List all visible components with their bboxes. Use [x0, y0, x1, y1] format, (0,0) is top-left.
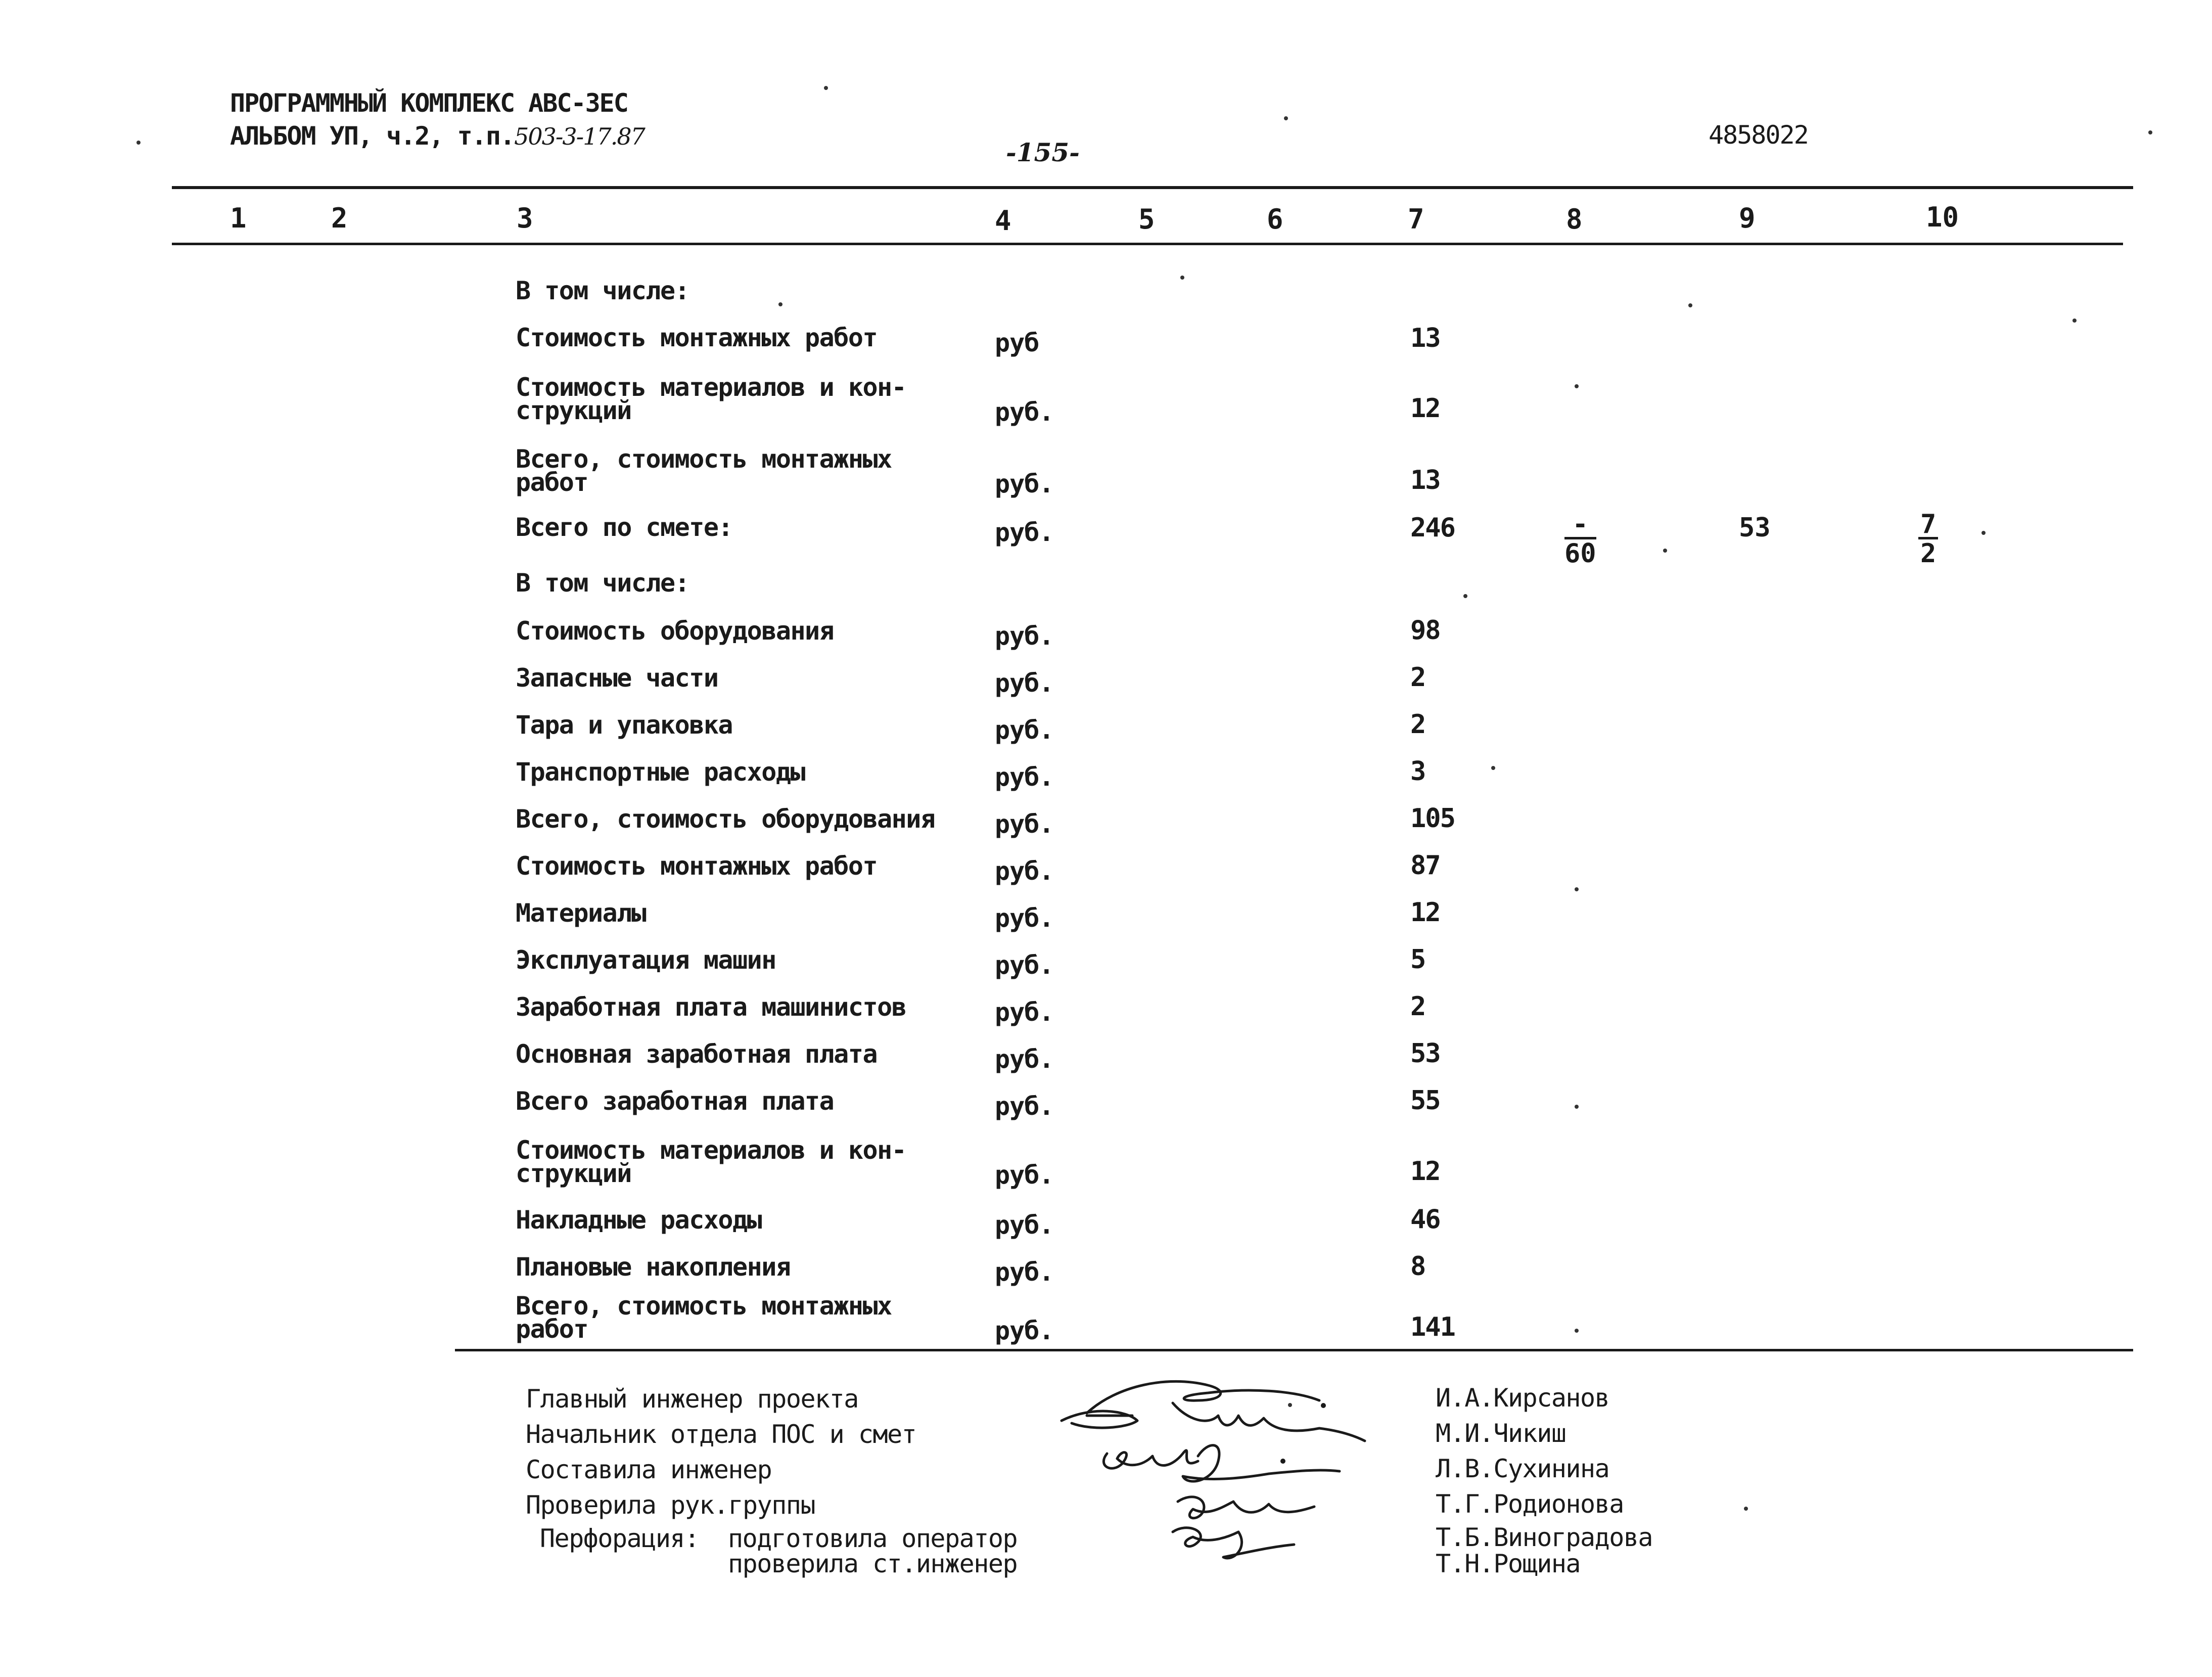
row-value: 13 — [1410, 465, 1440, 495]
row-value: 2 — [1410, 662, 1425, 693]
scan-speck — [1463, 594, 1467, 598]
row-value: 105 — [1410, 803, 1455, 834]
col8-numerator: - — [1564, 512, 1596, 539]
scan-speck — [1288, 1403, 1292, 1407]
row-unit: руб. — [995, 1092, 1054, 1121]
row-label: Запасные части — [516, 663, 718, 693]
row-label: Транспортные расходы — [516, 757, 805, 787]
column-header-3: 3 — [517, 202, 533, 234]
row-unit: руб. — [995, 903, 1054, 933]
row-col8-fraction — [1564, 509, 1596, 569]
row-label: Стоимость материалов и кон- струкций — [516, 373, 906, 425]
perforation-label: Перфорация: — [540, 1524, 699, 1553]
row-unit: руб. — [995, 518, 1054, 547]
row-label: В том числе: — [516, 276, 689, 305]
document-number: 4858022 — [1709, 120, 1808, 150]
row-value: 12 — [1410, 1156, 1440, 1187]
row-label: Всего, стоимость монтажных работ — [516, 1291, 892, 1344]
row-value: 3 — [1410, 756, 1425, 787]
row-value: 46 — [1410, 1204, 1440, 1235]
row-unit: руб. — [995, 1257, 1054, 1287]
row-label: Стоимость оборудования — [516, 616, 834, 646]
row-value: 141 — [1410, 1312, 1455, 1342]
scan-speck — [778, 302, 782, 306]
scan-speck — [2148, 130, 2152, 134]
row-unit: руб. — [995, 1045, 1054, 1074]
signature-name-vinogradova: Т.Б.Виноградова — [1436, 1523, 1653, 1552]
header-top-rule — [172, 186, 2133, 189]
scan-speck — [1180, 276, 1184, 280]
column-header-2: 2 — [331, 202, 348, 234]
row-unit: руб. — [995, 950, 1054, 980]
row-label: Всего, стоимость оборудования — [516, 804, 935, 834]
row-label: Плановые накопления — [516, 1252, 791, 1282]
header-line2 — [230, 121, 644, 151]
col10-denominator: 2 — [1920, 538, 1937, 569]
row-label: Всего, стоимость монтажных работ — [516, 444, 892, 497]
table-bottom-rule — [455, 1349, 2133, 1351]
scan-speck — [1981, 531, 1986, 535]
scan-speck — [1575, 887, 1579, 891]
row-value: 5 — [1410, 944, 1425, 975]
column-header-9: 9 — [1739, 202, 1756, 234]
header-line1: ПРОГРАММНЫЙ КОМПЛЕКС АВС-ЗЕС — [230, 88, 628, 118]
signature-role-chief-engineer: Главный инженер проекта — [526, 1384, 858, 1414]
scan-speck — [1575, 1105, 1579, 1109]
row-label: Тара и упаковка — [516, 710, 733, 740]
row-value: 2 — [1410, 709, 1425, 740]
column-header-4: 4 — [995, 205, 1011, 237]
row-unit: руб. — [995, 762, 1054, 792]
scan-speck — [1284, 116, 1288, 120]
col10-numerator: 7 — [1918, 512, 1938, 539]
row-value: 246 — [1410, 513, 1455, 543]
row-unit: руб. — [995, 469, 1054, 498]
signature-role-operator: подготовила оператор — [728, 1524, 1018, 1553]
scan-speck — [1575, 384, 1579, 388]
row-label: Стоимость монтажных работ — [516, 851, 878, 881]
row-value: 55 — [1410, 1085, 1440, 1116]
row-value: 13 — [1410, 323, 1440, 353]
row-unit: руб. — [995, 621, 1054, 651]
row-unit: руб. — [995, 715, 1054, 745]
signature-role-compiled-by: Составила инженер — [526, 1455, 772, 1484]
signature-name-rodionova: Т.Г.Родионова — [1436, 1489, 1624, 1519]
row-value: 8 — [1410, 1251, 1425, 1282]
row-unit: руб. — [995, 998, 1054, 1027]
row-col9-value: 53 — [1739, 513, 1771, 543]
col8-denominator: 60 — [1564, 538, 1596, 569]
column-header-8: 8 — [1566, 203, 1583, 235]
row-unit: руб. — [995, 1316, 1054, 1345]
signature-role-department-head: Начальник отдела ПОС и смет — [526, 1420, 916, 1449]
row-unit: руб. — [995, 1160, 1054, 1190]
row-unit: руб. — [995, 668, 1054, 698]
row-label: Заработная плата машинистов — [516, 992, 906, 1022]
row-label: Стоимость монтажных работ — [516, 323, 878, 352]
scan-speck — [1491, 766, 1495, 770]
row-unit: руб. — [995, 1210, 1054, 1240]
header-album-ref: АЛЬБОМ УП, ч.2, т.п. — [230, 121, 515, 151]
row-value: 87 — [1410, 850, 1440, 881]
row-unit: руб — [995, 328, 1039, 357]
page-number: -155- — [1006, 138, 1080, 167]
column-header-10: 10 — [1926, 201, 1959, 233]
row-label: Эксплуатация машин — [516, 945, 776, 975]
row-label: Стоимость материалов и кон- струкций — [516, 1136, 906, 1188]
row-value: 98 — [1410, 615, 1440, 646]
signature-name-chikish: М.И.Чикиш — [1436, 1419, 1566, 1448]
row-label: Всего заработная плата — [516, 1086, 834, 1116]
header-handwritten-ref: 503-3-17.87 — [514, 123, 644, 150]
row-label: В том числе: — [516, 568, 689, 598]
handwritten-signatures — [1056, 1365, 1385, 1593]
signature-role-checked-by: Проверила рук.группы — [526, 1490, 815, 1520]
row-value: 12 — [1410, 897, 1440, 928]
row-unit: руб. — [995, 397, 1054, 427]
scan-speck — [136, 141, 141, 145]
scan-speck — [1663, 549, 1667, 553]
signature-name-kirsanov: И.А.Кирсанов — [1436, 1383, 1609, 1413]
row-value: 53 — [1410, 1038, 1440, 1069]
scan-speck — [1575, 1329, 1579, 1333]
row-value: 2 — [1410, 991, 1425, 1022]
signature-name-sukhinina: Л.В.Сухинина — [1436, 1454, 1609, 1483]
header-bottom-rule — [172, 243, 2123, 245]
signature-name-roshchina: Т.Н.Рощина — [1436, 1549, 1581, 1578]
scan-speck — [824, 86, 828, 90]
row-label: Накладные расходы — [516, 1205, 762, 1235]
row-label: Материалы — [516, 898, 646, 928]
scan-speck — [1744, 1507, 1748, 1511]
signature-role-senior-engineer: проверила ст.инженер — [728, 1549, 1018, 1578]
column-header-5: 5 — [1138, 203, 1155, 235]
row-value: 12 — [1410, 393, 1440, 424]
scan-speck — [2072, 319, 2077, 323]
row-unit: руб. — [995, 856, 1054, 886]
row-unit: руб. — [995, 809, 1054, 839]
column-header-6: 6 — [1267, 203, 1283, 235]
row-label: Основная заработная плата — [516, 1039, 878, 1069]
column-header-1: 1 — [230, 202, 247, 234]
scan-speck — [1688, 303, 1692, 307]
row-label: Всего по смете: — [516, 513, 733, 542]
column-header-7: 7 — [1408, 203, 1424, 235]
row-col10-fraction — [1918, 509, 1938, 569]
